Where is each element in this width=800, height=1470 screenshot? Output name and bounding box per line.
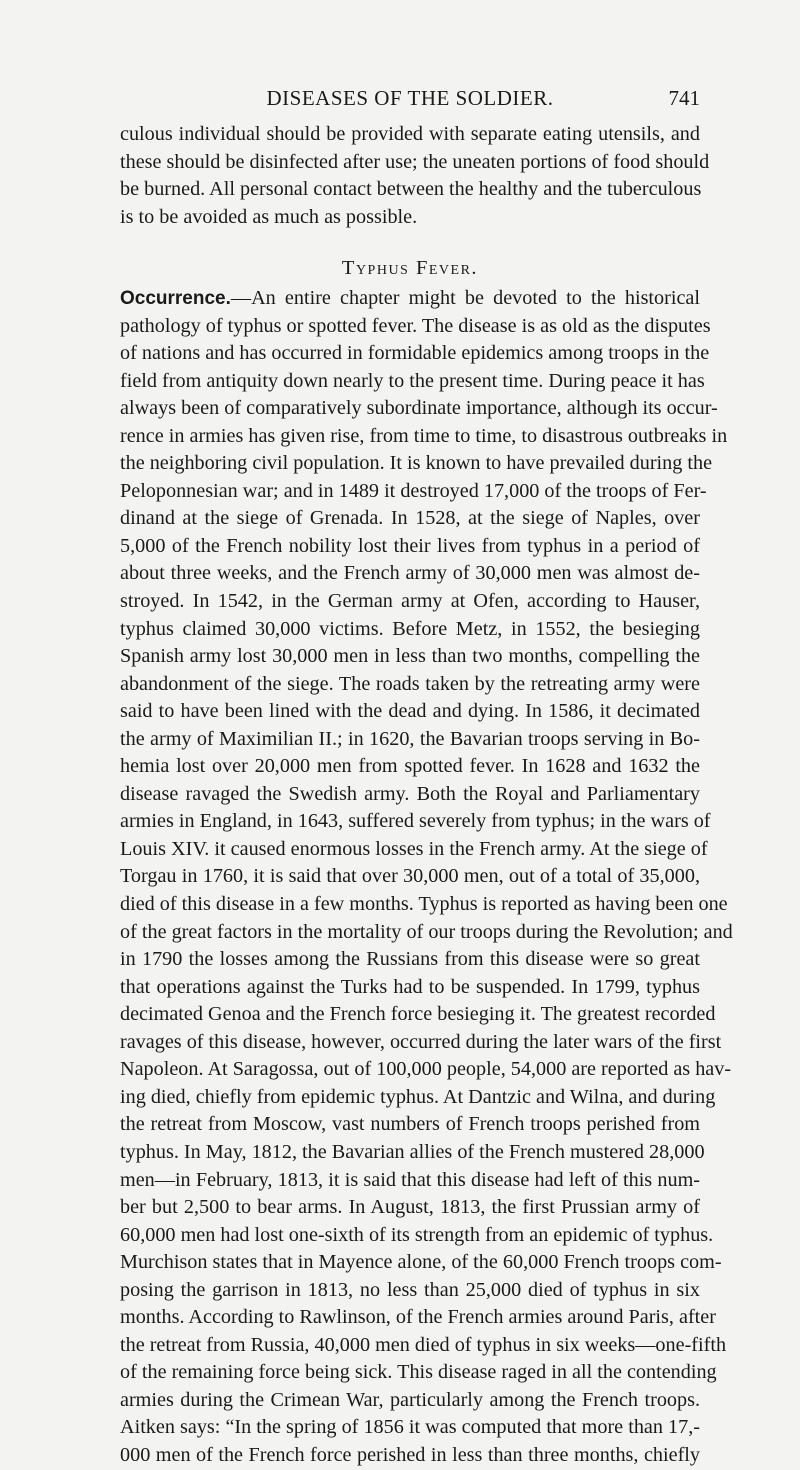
intro-paragraph xyxy=(120,121,710,231)
text-line: pathology of typhus or spotted fever. The disease is as old as the disputes xyxy=(120,314,711,337)
text-line: Murchison states that in Mayence alone, of the 60,000 French troops com- xyxy=(120,1251,722,1274)
text-line: abandonment of the siege. The roads taken by the retreating army were xyxy=(120,672,700,695)
text-line: died of this disease in a few months. Typhus is reported as having been one xyxy=(120,893,728,916)
text-line: always been of comparatively subordinate importance, although its occur- xyxy=(120,397,718,420)
text-line: decimated Genoa and the French force besieging it. The greatest recorded xyxy=(120,1003,716,1026)
text-line: of the remaining force being sick. This disease raged in all the contending xyxy=(120,1361,717,1384)
text-line: the retreat from Russia, 40,000 men died of typhus in six weeks—one-fifth xyxy=(120,1333,727,1356)
text-line-first xyxy=(120,285,700,313)
section-title: Typhus Fever. xyxy=(341,257,479,279)
text-line: 60,000 men had lost one-sixth of its strength from an epidemic of typhus. xyxy=(120,1223,714,1246)
paragraph-lines xyxy=(120,313,733,1470)
text-line: hemia lost over 20,000 men from spotted fever. In 1628 and 1632 the xyxy=(120,755,700,778)
running-head: DISEASES OF THE SOLDIER. xyxy=(266,86,554,110)
text-line: ing died, chiefly from epidemic typhus. At Dantzic and Wilna, and during xyxy=(120,1085,716,1108)
run-in-heading: Occurrence. xyxy=(120,288,231,309)
first-line-rest: —An entire chapter might be devoted to the historical xyxy=(230,287,700,309)
text-line: Peloponnesian war; and in 1489 it destroyed 17,000 of the troops of Fer- xyxy=(120,479,707,502)
text-line: of the great factors in the mortality of our troops during the Revolution; and xyxy=(120,920,733,943)
text-line: Louis XIV. it caused enormous losses in the French army. At the siege of xyxy=(120,837,708,860)
text-line: Napoleon. At Saragossa, out of 100,000 people, 54,000 are reported as hav- xyxy=(120,1058,732,1081)
text-line: 000 men of the French force perished in less than three months, chiefly xyxy=(120,1443,700,1466)
text-line: disease ravaged the Swedish army. Both the Royal and Parliamentary xyxy=(120,782,700,805)
text-line: Spanish army lost 30,000 men in less than two months, compelling the xyxy=(120,645,700,668)
text-line: culous individual should be provided with separate eating utensils, and xyxy=(120,123,700,145)
text-line: men—in February, 1813, it is said that this disease had left of this num- xyxy=(120,1168,700,1191)
text-line: posing the garrison in 1813, no less than 25,000 died of typhus in six xyxy=(120,1278,700,1301)
text-line: is to be avoided as much as possible. xyxy=(120,205,418,228)
text-line: field from antiquity down nearly to the present time. During peace it has xyxy=(120,369,705,392)
occurrence-paragraph xyxy=(120,285,733,1470)
text-line: about three weeks, and the French army of 30,000 men was almost de- xyxy=(120,562,700,585)
text-line: ber but 2,500 to bear arms. In August, 1813, the first Prussian army of xyxy=(120,1196,700,1219)
text-line: the neighboring civil population. It is known to have prevailed during the xyxy=(120,452,713,475)
text-line: armies in England, in 1643, suffered severely from typhus; in the wars of xyxy=(120,810,711,833)
text-line: stroyed. In 1542, in the German army at Ofen, according to Hauser, xyxy=(120,590,700,613)
text-line: typhus claimed 30,000 victims. Before Metz, in 1552, the besieging xyxy=(120,617,700,640)
text-line: Aitken says: “In the spring of 1856 it was computed that more than 17,- xyxy=(120,1416,700,1439)
text-line: dinand at the siege of Grenada. In 1528, at the siege of Naples, over xyxy=(120,507,700,530)
text-line: ravages of this disease, however, occurred during the later wars of the first xyxy=(120,1030,722,1053)
text-line: the army of Maximilian II.; in 1620, the Bavarian troops serving in Bo- xyxy=(120,727,700,750)
text-line: the retreat from Moscow, vast numbers of French troops perished from xyxy=(120,1113,700,1136)
text-line: typhus. In May, 1812, the Bavarian allies of the French mustered 28,000 xyxy=(120,1140,705,1163)
text-line: rence in armies has given rise, from time to time, to disastrous outbreaks in xyxy=(120,424,728,447)
text-line: of nations and has occurred in formidable epidemics among troops in the xyxy=(120,342,710,365)
text-line: these should be disinfected after use; the uneaten portions of food should xyxy=(120,150,710,173)
text-line: be burned. All personal contact between the healthy and the tuberculous xyxy=(120,178,702,201)
text-line: months. According to Rawlinson, of the French armies around Paris, after xyxy=(120,1306,716,1329)
text-line: 5,000 of the French nobility lost their lives from typhus in a period of xyxy=(120,534,700,557)
text-line: said to have been lined with the dead and dying. In 1586, it decimated xyxy=(120,700,700,723)
text-line: that operations against the Turks had to be suspended. In 1799, typhus xyxy=(120,975,700,998)
text-line: armies during the Crimean War, particularly among the French troops. xyxy=(120,1388,700,1411)
page-header xyxy=(120,86,700,116)
text-line: Torgau in 1760, it is said that over 30,000 men, out of a total of 35,000, xyxy=(120,865,700,888)
page-number: 741 xyxy=(668,86,700,110)
text-line: in 1790 the losses among the Russians from this disease were so great xyxy=(120,948,700,971)
